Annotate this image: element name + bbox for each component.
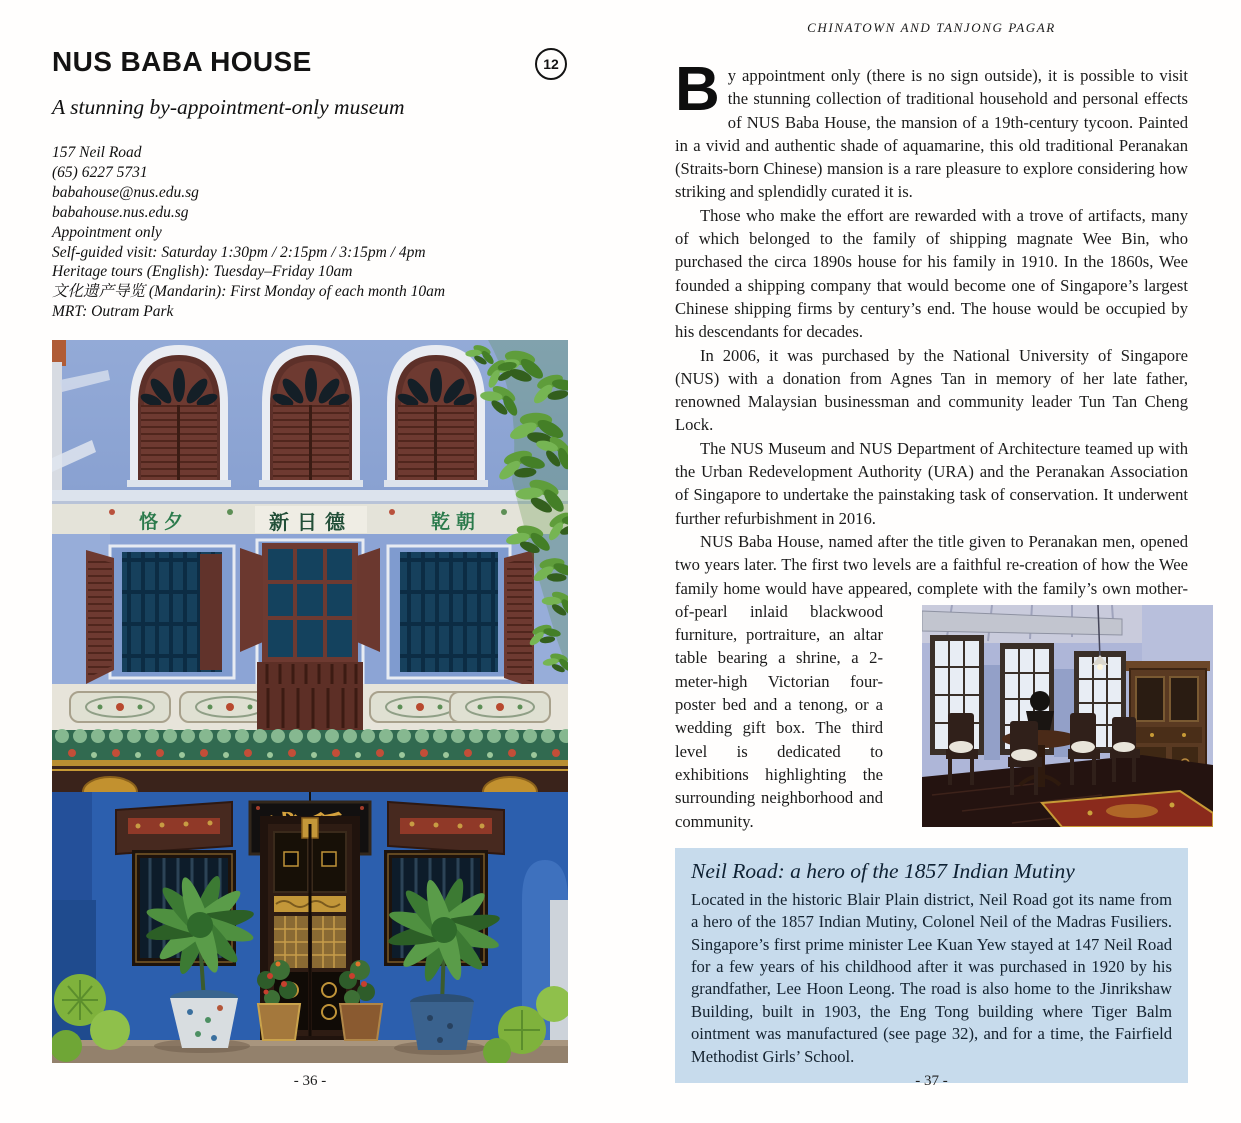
plaque-left-text: 恪夕	[138, 511, 190, 533]
interior-photo	[897, 605, 1188, 827]
page-number-left: - 36 -	[293, 1073, 327, 1089]
page-number-right: - 37 -	[915, 1073, 948, 1089]
paragraph-2: Those who make the effort are rewarded with a trove of artifacts, many of which belonged to the family of shipping magnate Wee Bin, who purchased the circa 1890s house for his family in 1910. In the 1860s, Wee founded a shipping company that would become one of Singapore’s largest Chinese shipping firms by century’s end. The house would be occupied by his descendants for decades.	[675, 205, 1188, 342]
entry-number-badge: 12	[535, 48, 567, 80]
paragraph-1	[675, 55, 1188, 204]
subtitle: A stunning by-appointment-only museum	[52, 95, 405, 119]
detail-mrt: MRT: Outram Park	[52, 303, 174, 321]
title-row	[52, 46, 568, 80]
paragraph-5-end: own mother-of-pearl inlaid blackwood furniture, portraiture, an altar table bearing a shrine, a 2-meter-high Victorian four-poster bed and a tenong, or a wedding gift box. The third level is dedicated to exhibitions highlighting the surrounding neighborhood and community.	[675, 578, 1188, 831]
upper-storey	[52, 340, 568, 504]
detail-email: babahouse@nus.edu.sg	[52, 183, 199, 201]
detail-address: 157 Neil Road	[52, 144, 142, 161]
paragraph-4: The NUS Museum and NUS Department of Architecture teamed up with the Urban Redevelopment Authority (URA) and the Peranakan Association of Singapore to undertake the painstaking task of conservation. It underwent further refurbishment in 2016.	[675, 438, 1188, 528]
detail-website: babahouse.nus.edu.sg	[52, 203, 189, 221]
left-page	[52, 46, 568, 322]
carved-frieze	[52, 684, 568, 730]
dropcap: B	[675, 55, 720, 124]
plaque-right-text: 乾朝	[430, 511, 482, 533]
sidebar-body: Located in the historic Blair Plain district, Neil Road got its name from a hero of the 1857 Indian Mutiny, Colonel Neil of the Madras Fusiliers. Singapore’s first prime minister Lee Kuan Yew stayed at 147 Neil Road for a few years of his childhood after it was purchased in 1920 by his grandfather, Lee Hoon Leong. The road is also home to the Jinrikshaw Building, built in 1903, the Eng Tong building where Tiger Balm ointment was manufactured (see page 32), and for a time, the Fairfield Methodist Girls’ School.	[691, 889, 1172, 1066]
detail-heritage-tours: Heritage tours (English): Tuesday–Friday 10am	[52, 263, 353, 281]
sidebar-box	[675, 848, 1188, 1083]
detail-phone: (65) 6227 5731	[52, 163, 148, 181]
detail-self-guided: Self-guided visit: Saturday 1:30pm / 2:15pm / 3:15pm / 4pm	[52, 243, 426, 261]
right-page	[675, 20, 1188, 1083]
middle-storey	[52, 534, 568, 688]
interior-photo-svg	[922, 605, 1213, 827]
running-header: CHINATOWN AND TANJONG PAGAR	[807, 20, 1056, 35]
paragraph-3: In 2006, it was purchased by the National University of Singapore (NUS) with a donation from Agnes Tan in memory of her late father, renowned Malaysian businessman and community leader Tun Tan Cheng Lock.	[675, 345, 1188, 435]
sidebar-title: Neil Road: a hero of the 1857 Indian Mutiny	[691, 858, 1075, 883]
ground-storey	[52, 792, 568, 1063]
article	[675, 55, 1188, 1083]
paragraph-5	[675, 530, 1188, 833]
plaque-band	[52, 504, 568, 534]
page-title: NUS BABA HOUSE	[52, 46, 312, 77]
venue-details	[52, 143, 568, 322]
detail-mandarin-tours: 文化遗产导览 (Mandarin): First Monday of each month 10am	[52, 283, 446, 301]
plaque-center-text: 新日德	[269, 510, 353, 534]
paragraph-1-text: y appointment only (there is no sign outside), it is possible to visit the stunning collection of traditional household and personal effects of NUS Baba House, the mansion of a 19th-century tycoon. Painted in a vivid and authentic shade of aquamarine, this old traditional Peranakan (Straits-born Chinese) mansion is a rare pleasure to explore considering how striking and splendidly curated it is.	[675, 66, 1188, 202]
facade-photo	[52, 340, 568, 1063]
detail-appointment: Appointment only	[52, 223, 162, 241]
paragraph-5-start: NUS Baba House, named after the title given to Peranakan men, opened two years later. The first two levels are a faithful re-creation of how the Wee family home would have appeared, complete with the family’s	[675, 531, 1188, 598]
